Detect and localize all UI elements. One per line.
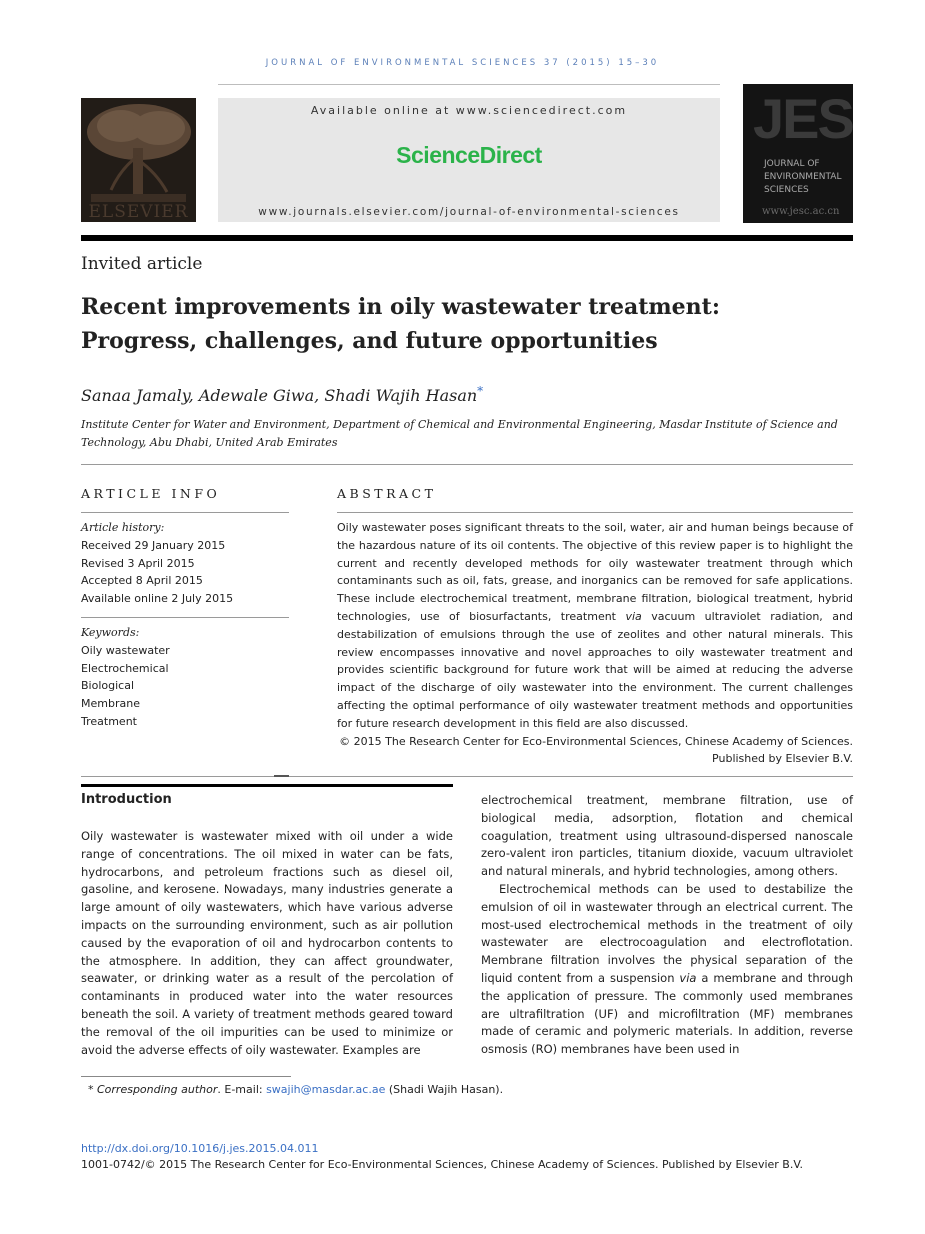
corresponding-author-footnote: * Corresponding author. E-mail: swajih@masdar.ac.ae (Shadi Wajih Hasan). [88,1083,504,1096]
article-type: Invited article [81,254,203,274]
intro-paragraph: Electrochemical methods can be used to destabilize the emulsion of oil in wastewater through an electrical current. The most-used electrochemical methods in the treatment of oily wastewater are electrocoagulation and electroflotation. Membrane filtration involves the physical separation of the liquid content from a suspension via a membrane and through the application of pressure. The commonly used membranes are ultrafiltration (UF) and microfiltration (MF) membranes made of ceramic and polymeric materials. In addition, reverse osmosis (RO) membranes have been used in [481,881,853,1057]
intro-paragraph: Oily wastewater is wastewater mixed with oil under a wide range of concentrations. The oil mixed in water can be fats, hydrocarbons, and petroleum fractions such as diesel oil, gasoline, and kerosene. Nowadays, many industries generate a large amount of oily wastewaters, which have various adverse impacts on the surrounding environment, such as air pollution caused by the evaporation of oil and hydrocarbon contents to the atmosphere. In addition, they can affect groundwater, seawater, or drinking water as a result of the percolation of contaminants in produced water into the water resources beneath the soil. A variety of treatment methods geared toward the removal of the oil impurities can be used to minimize or avoid the adverse effects of oily wastewater. Examples are [81,829,453,1057]
rule-marker [274,775,289,777]
abstract-heading: ABSTRACT [337,486,437,501]
history-accepted: Accepted 8 April 2015 [81,574,203,588]
keywords-label: Keywords: [81,626,140,639]
article-history [81,519,291,608]
jes-logo-letters: JES [753,87,853,150]
keyword-item: Oily wastewater [81,643,170,657]
keyword-item: Membrane [81,697,140,711]
header-thick-rule [81,235,853,241]
abstract-text: Oily wastewater poses significant threats to the soil, water, air and human beings because of the hazardous nature of its oil contents. The objective of this review paper is to highlight the current and recently developed methods for oily wastewater treatment through which contaminants such as oil, fats, grease, and inorganics can be removed for safe applications. These include electrochemical treatment, membrane filtration, biological treatment, hybrid technologies, use of biosurfactants, treatment via vacuum ultraviolet radiation, and destabilization of emulsions through the use of zeolites and other natural minerals. This review encompasses innovative and novel approaches to oily wastewater treatment and provides scientific background for future work that will be aimed at reducing the adverse impact of the discharge of oily wastewater into the environment. The current challenges affecting the optimal performance of oily wastewater treatment methods and opportunities for future research development in this field are also discussed. [337,521,853,730]
article-info-heading: ARTICLE INFO [81,486,221,501]
sciencedirect-logo[interactable]: ScienceDirect [396,142,542,168]
affiliation: Institute Center for Water and Environment, Department of Chemical and Environmental Engineering, Masdar Institute of Science and Technology, Abu Dhabi, United Arab Emirates [81,418,838,449]
elsevier-wordmark: ELSEVIER [88,202,189,222]
keyword-item: Treatment [81,714,137,728]
keyword-item: Biological [81,679,135,693]
author-list: Sanaa Jamaly, Adewale Giwa, Shadi Wajih Hasan* [81,384,484,405]
corresponding-author-mark[interactable]: * [477,384,484,398]
article-history-label: Article history: [81,521,165,534]
abstract-end-rule [81,776,853,777]
sciencedirect-banner [218,98,720,222]
intro-paragraph: electrochemical treatment, membrane filtration, use of biological media, adsorption, flotation and chemical coagulation, treatment using ultrasound-dispersed nanoscale zero-valent iron particles, titanium dioxide, vacuum ultraviolet and natural minerals, and hybrid technologies, among others. [481,793,853,879]
jes-logo-name: JOURNAL OF ENVIRONMENTAL SCIENCES [764,159,842,195]
article-info-rule [81,512,289,513]
journal-url[interactable]: www.journals.elsevier.com/journal-of-environmental-sciences [258,206,680,218]
author-email-link[interactable]: swajih@masdar.ac.ae [266,1083,386,1096]
abstract-body [337,519,853,768]
introduction-left-column [81,828,453,1059]
article-title: Recent improvements in oily wastewater treatment: Progress, challenges, and future opportunities [81,294,720,354]
issn-copyright-line: 1001-0742/© 2015 The Research Center for Eco-Environmental Sciences, Chinese Academy of Sciences. Published by Elsevier B.V. [81,1158,803,1171]
keywords-rule [81,617,289,618]
footnote-rule [81,1076,291,1077]
introduction-right-column [481,792,853,1059]
jes-logo-url: www.jesc.ac.cn [762,206,840,217]
doi-link[interactable]: http://dx.doi.org/10.1016/j.jes.2015.04.011 [81,1142,319,1155]
elsevier-logo [81,98,196,222]
history-online: Available online 2 July 2015 [81,592,234,606]
abstract-rule [337,512,853,513]
keyword-item: Electrochemical [81,661,169,675]
introduction-rule [81,784,453,787]
available-online-text: Available online at www.sciencedirect.com [310,104,628,117]
history-revised: Revised 3 April 2015 [81,556,195,570]
journal-citation-line: JOURNAL OF ENVIRONMENTAL SCIENCES 37 (2015) 15–30 [265,58,660,68]
header-rule [218,84,720,85]
history-received: Received 29 January 2015 [81,538,226,552]
introduction-heading: Introduction [81,792,172,807]
keywords [81,624,291,731]
abstract-copyright: © 2015 The Research Center for Eco-Environmental Sciences, Chinese Academy of Sciences. Published by Elsevier B.V. [339,734,853,766]
jes-logo [743,84,853,223]
section-divider [81,464,853,465]
